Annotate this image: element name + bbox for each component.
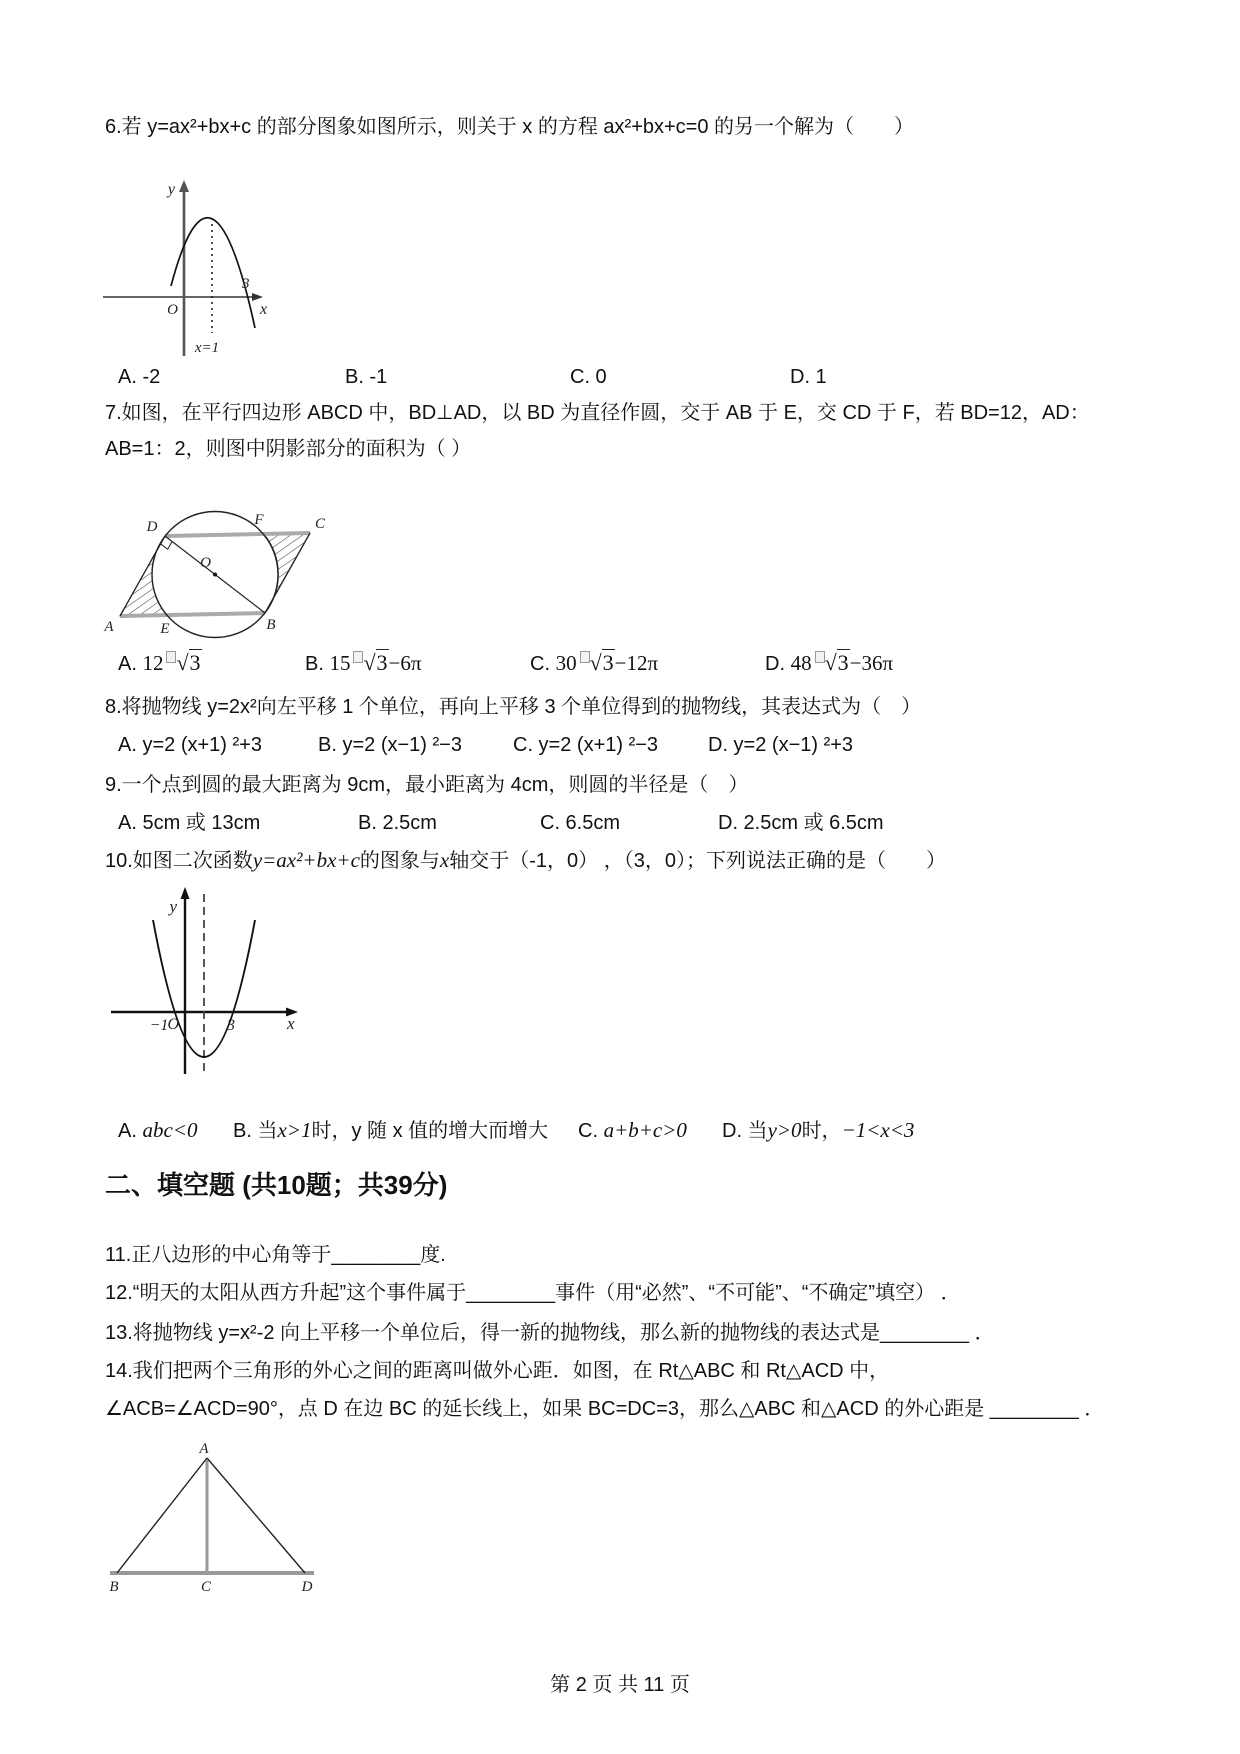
question-13-text: 13.将抛物线 y=x²-2 向上平移一个单位后，得一新的抛物线，那么新的抛物线的表达式是________ ． <box>105 1322 995 1344</box>
label-o: O <box>167 1016 179 1033</box>
q7-option-c: C. 30 √3−12π <box>530 650 659 675</box>
question-8-options <box>105 730 1155 760</box>
q6-option-d: D. 1 <box>790 366 827 388</box>
label-c: C <box>315 516 326 532</box>
side-ad <box>207 1458 305 1573</box>
label-3: 3 <box>242 276 250 292</box>
label-e: E <box>160 621 170 637</box>
question-14-text-line1: 14.我们把两个三角形的外心之间的距离叫做外心距．如图，在 Rt△ABC 和 Rt△ACD 中， <box>105 1360 890 1382</box>
question-8-text: 8.将抛物线 y=2x²向左平移 1 个单位，再向上平移 3 个单位得到的抛物线，其表达式为（ ） <box>105 696 922 718</box>
x-axis-arrow <box>252 293 263 301</box>
q8-option-a: A. y=2 (x+1) ²+3 <box>118 734 262 756</box>
q9-option-d: D. 2.5cm 或 6.5cm <box>718 812 884 834</box>
label-d: D <box>301 1579 313 1595</box>
missing-glyph-box <box>815 651 825 663</box>
question-9-text: 9.一个点到圆的最大距离为 9cm，最小距离为 4cm，则圆的半径是（ ） <box>105 774 749 796</box>
question-10-options <box>105 1115 1155 1146</box>
q14-triangle-figure <box>100 1440 325 1600</box>
q10-option-c: C. a+b+c>0 <box>578 1118 687 1142</box>
right-angle-mark <box>161 542 173 550</box>
label-a: A <box>104 619 114 635</box>
question-14-text-line2: ∠ACB=∠ACD=90°，点 D 在边 BC 的延长线上，如果 BC=DC=3，那么△ABC 和△ACD 的外心距是 ________ ． <box>105 1398 1105 1420</box>
q10-option-a: A. abc<0 <box>118 1118 198 1142</box>
label-b: B <box>109 1579 119 1595</box>
missing-glyph-box <box>166 651 176 663</box>
side-ab <box>117 1458 207 1573</box>
label-c: C <box>200 1579 212 1595</box>
label-minus1: −1 <box>149 1017 169 1034</box>
q10-option-b: B. 当x>1时，y 随 x 值的增大而增大 <box>233 1118 549 1142</box>
q7-option-b: B. 15 √3−6π <box>305 650 422 675</box>
label-o: O <box>167 302 178 318</box>
q8-option-c: C. y=2 (x+1) ²−3 <box>513 734 659 756</box>
q6-option-a: A. -2 <box>118 366 161 388</box>
q7-option-d: D. 48 √3−36π <box>765 650 894 675</box>
question-10-text: 10.如图二次函数y=ax²+bx+c的图象与x轴交于（-1，0） ，（3，0）；下列说法正确的是（ ） <box>105 848 946 872</box>
question-6-text: 6.若 y=ax²+bx+c 的部分图象如图所示，则关于 x 的方程 ax²+bx+c=0 的另一个解为（ ） <box>105 116 915 138</box>
page-number-footer: 第 2 页 共 11 页 <box>550 1674 690 1696</box>
label-o: O <box>200 555 211 571</box>
q9-option-c: C. 6.5cm <box>540 812 621 834</box>
label-f: F <box>254 512 264 528</box>
q6-option-b: B. -1 <box>345 366 388 388</box>
y-axis-arrow <box>181 887 190 899</box>
question-12-text: 12.“明天的太阳从西方升起”这个事件属于________事件（用“必然”、“不可能”、“不确定”填空） ． <box>105 1282 961 1304</box>
center-dot <box>213 573 217 577</box>
label-b: B <box>266 617 276 633</box>
question-7-text-line1: 7.如图，在平行四边形 ABCD 中，BD⊥AD，以 BD 为直径作圆，交于 AB 于 E，交 CD 于 F，若 BD=12，AD： <box>105 402 1090 424</box>
question-7-options <box>105 648 1155 679</box>
q6-parabola-figure <box>95 176 275 361</box>
q9-option-b: B. 2.5cm <box>358 812 437 834</box>
q8-option-b: B. y=2 (x−1) ²−3 <box>318 734 462 756</box>
y-axis-arrow <box>179 180 189 192</box>
q10-parabola-figure <box>105 882 305 1078</box>
missing-glyph-box <box>580 651 590 663</box>
q8-option-d: D. y=2 (x−1) ²+3 <box>708 734 854 756</box>
question-6-options <box>105 362 1155 392</box>
label-x1: x=1 <box>194 340 220 356</box>
label-y: y <box>167 181 175 198</box>
q9-option-a: A. 5cm 或 13cm <box>118 812 261 834</box>
label-y: y <box>169 897 177 916</box>
q7-option-a: A. 12 √3 <box>118 650 201 675</box>
section-2-heading: 二、填空题 (共10题；共39分) <box>105 1170 448 1200</box>
q6-option-c: C. 0 <box>570 366 607 388</box>
question-11-text: 11.正八边形的中心角等于________度. <box>105 1244 446 1266</box>
label-3: 3 <box>227 1017 235 1034</box>
label-x: x <box>260 301 268 318</box>
question-7-text-line2: AB=1：2，则图中阴影部分的面积为（ ） <box>105 438 472 460</box>
label-a: A <box>199 1441 209 1457</box>
label-x: x <box>287 1014 295 1033</box>
missing-glyph-box <box>353 651 363 663</box>
q7-circle-parallelogram-figure <box>95 458 330 646</box>
label-d: D <box>146 519 158 535</box>
q10-option-d: D. 当y>0时，−1<x<3 <box>722 1118 915 1142</box>
question-9-options <box>105 808 1155 838</box>
